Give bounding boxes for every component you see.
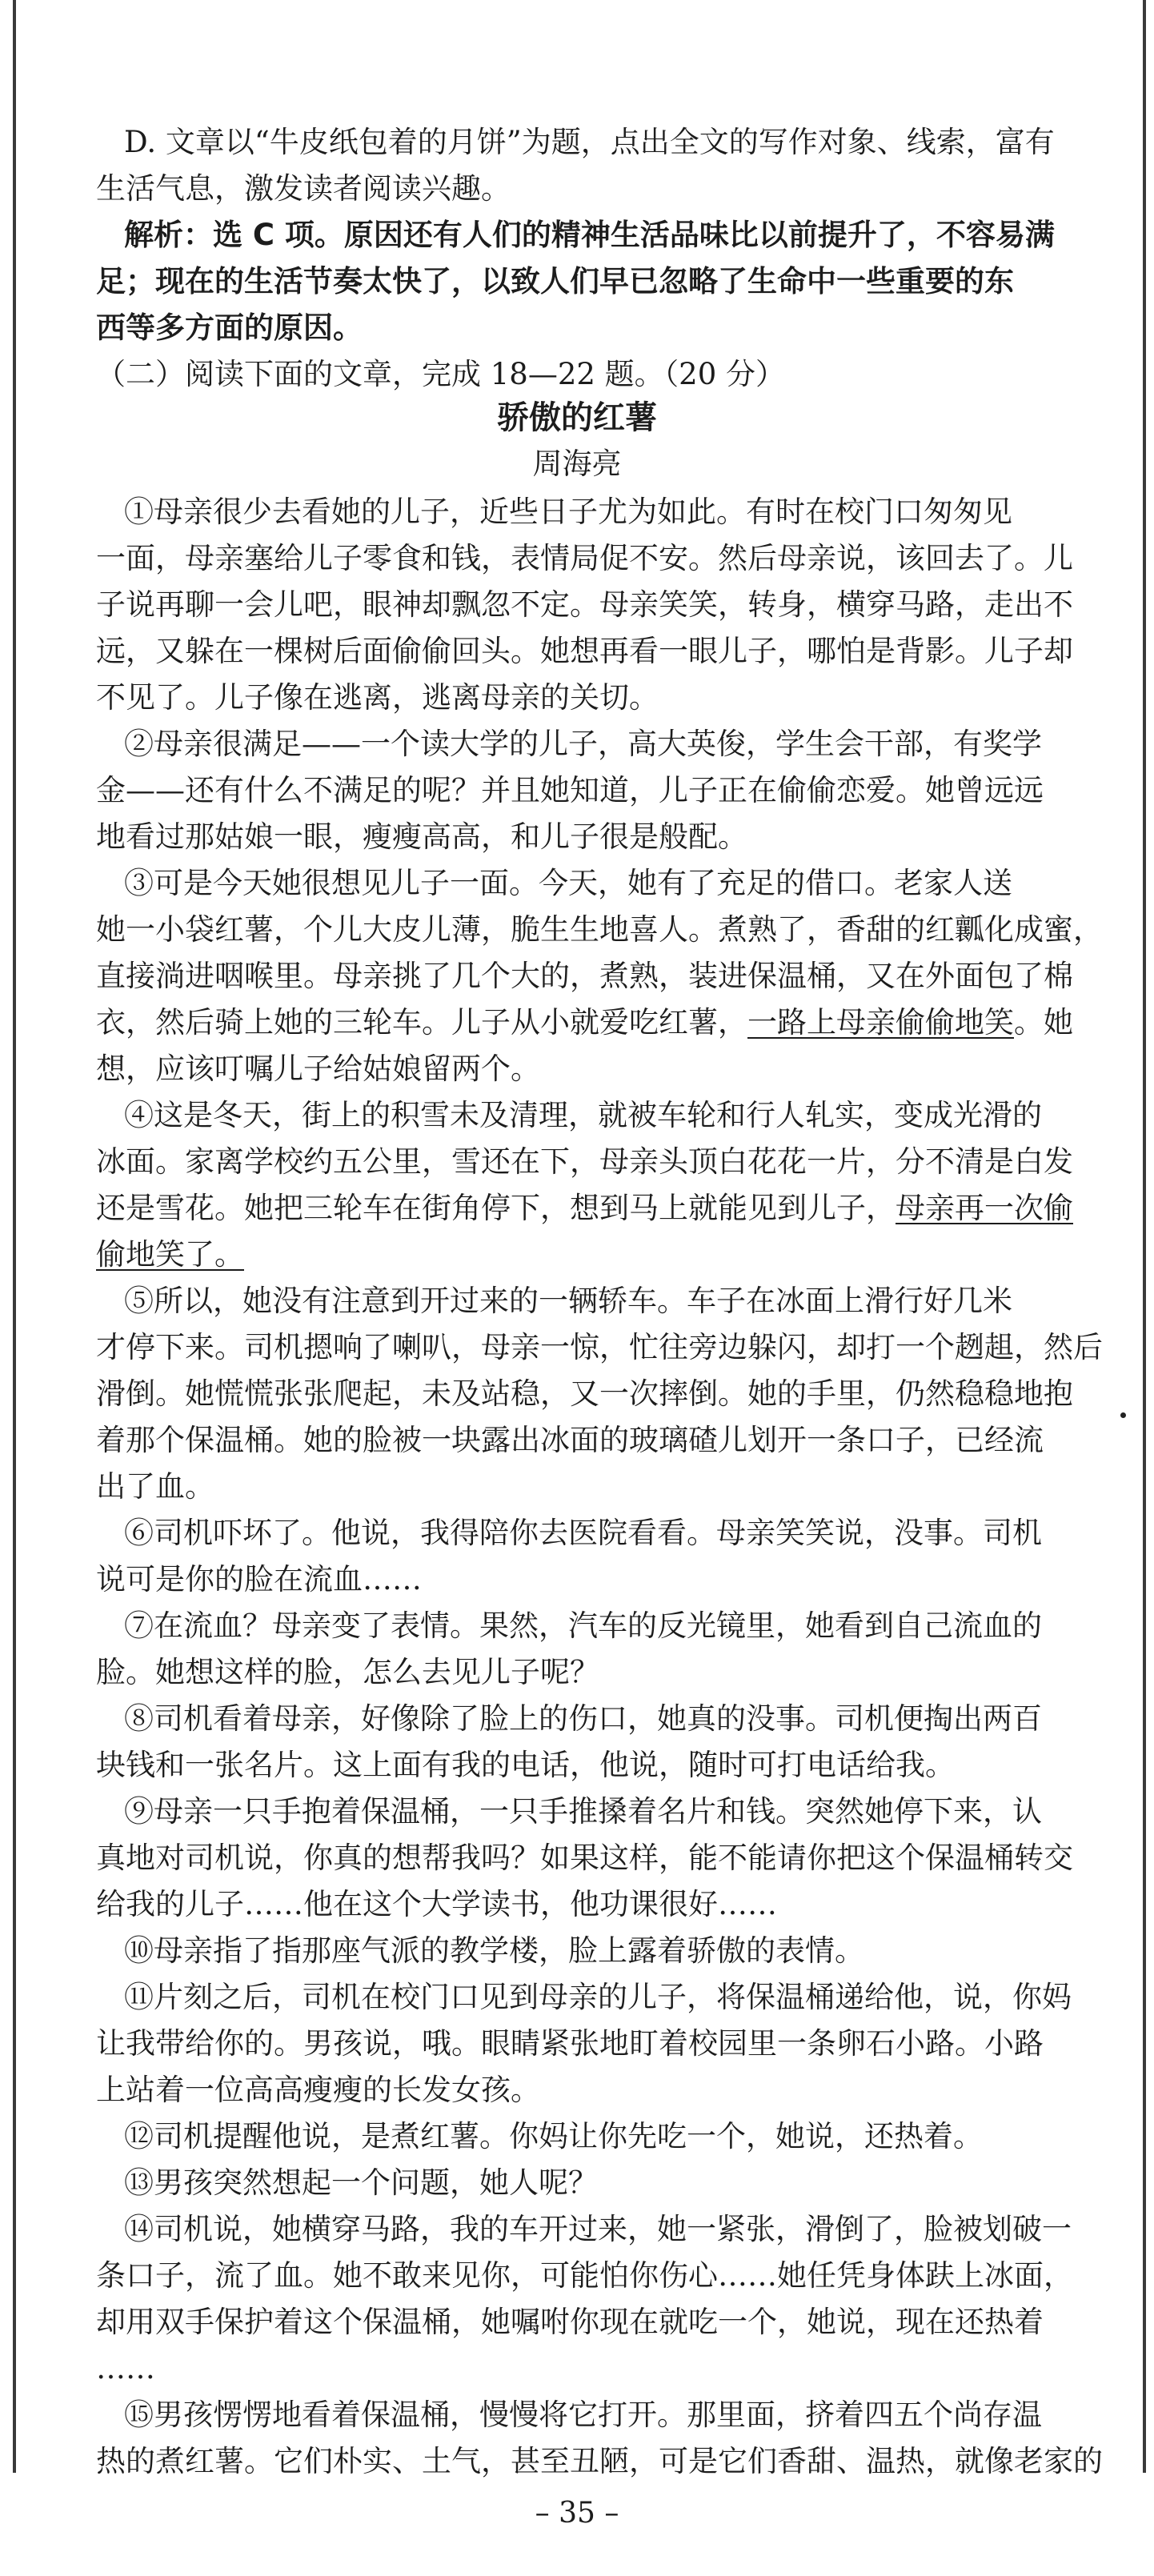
underlined-phrase: 偷地笑了。 [96,1237,244,1272]
paragraph-line: 条口子，流了血。她不敢来见你，可能怕你伤心……她任凭身体趺上冰面， [96,2258,1073,2293]
paragraph-line: 才停下来。司机摁响了喇叭，母亲一惊，忙往旁边躲闪，却打一个趔趄，然后 [96,1330,1103,1364]
analysis-line: 西等多方面的原因。 [96,310,363,345]
paragraph-line [96,1232,1106,1277]
paragraph-line: ⑮男孩愣愣地看着保温桶，慢慢将它打开。那里面，挤着四五个尚存温 [124,2398,1042,2432]
paragraph-line: 她一小袋红薯，个儿大皮儿薄，脆生生地喜人。煮熟了，香甜的红瓤化成蜜， [96,912,1103,947]
option-d-line: 生活气息，激发读者阅读兴趣。 [96,171,511,206]
paragraph-line: 给我的儿子……他在这个大学读书，他功课很好…… [96,1887,777,1921]
paragraph-line: 子说再聊一会儿吧，眼神却飘忽不定。母亲笑笑，转身，横穿马路，走出不 [96,587,1073,622]
paragraph-line: 说可是你的脸在流血…… [96,1562,422,1596]
paragraph-line: 不见了。儿子像在逃离，逃离母亲的关切。 [96,680,659,715]
paragraph-line: ②母亲很满足——一个读大学的儿子，高大英俊，学生会干部，有奖学 [124,727,1042,761]
paragraph-line: ⑥司机吓坏了。他说，我得陪你去医院看看。母亲笑笑说，没事。司机 [124,1516,1042,1550]
paragraph-line: ⑪片刻之后，司机在校门口见到母亲的儿子，将保温桶递给他，说，你妈 [124,1980,1072,2014]
paragraph-text: 。她 [1014,1005,1073,1040]
paragraph-line: 直接淌进咽喉里。母亲挑了几个大的，煮熟，装进保温桶，又在外面包了棉 [96,959,1073,993]
underlined-phrase: 母亲再一次偷 [896,1191,1073,1225]
paragraph-line: 脸。她想这样的脸，怎么去见儿子呢？ [96,1655,599,1689]
paragraph-line: 想，应该叮嘱儿子给姑娘留两个。 [96,1052,540,1086]
paragraph-line: ⑨母亲一只手抱着保温桶，一只手推搡着名片和钱。突然她停下来，认 [124,1794,1042,1829]
paragraph-line: 上站着一位高高瘦瘦的长发女孩。 [96,2073,540,2107]
paragraph-line: 滑倒。她慌慌张张爬起，未及站稳，又一次摔倒。她的手里，仍然稳稳地抱 [96,1376,1073,1411]
emphasis-dot [1120,1412,1126,1418]
paragraph-line: 地看过那姑娘一眼，瘦瘦高高，和儿子很是般配。 [96,819,747,854]
paragraph-line [96,1000,1106,1045]
paragraph-line: 真地对司机说，你真的想帮我吗？如果这样，能不能请你把这个保温桶转交 [96,1841,1073,1875]
paragraph-line: 冰面。家离学校约五公里，雪还在下，母亲头顶白花花一片，分不清是白发 [96,1144,1073,1179]
paragraph-line: 着那个保温桶。她的脸被一块露出冰面的玻璃碴儿划开一条口子，已经流 [96,1423,1044,1457]
paragraph-text: 还是雪花。她把三轮车在街角停下，想到马上就能见到儿子， [96,1191,896,1225]
paragraph-line: ⑤所以，她没有注意到开过来的一辆轿车。车子在冰面上滑行好几米 [124,1284,1012,1318]
paragraph-line: 热的煮红薯。它们朴实、土气，甚至丑陋，可是它们香甜、温热，就像老家的 [96,2444,1103,2478]
paragraph-line: ①母亲很少去看她的儿子，近些日子尤为如此。有时在校门口匆匆见 [124,495,1012,529]
paragraph-line: ⑬男孩突然想起一个问题，她人呢？ [124,2165,598,2200]
paragraph-line: ⑧司机看着母亲，好像除了脸上的伤口，她真的没事。司机便掏出两百 [124,1701,1042,1736]
page-number: – 35 – [535,2497,619,2530]
paragraph-line: 却用双手保护着这个保温桶，她嘱咐你现在就吃一个，她说，现在还热着 [96,2305,1044,2339]
article-author: 周海亮 [532,447,622,481]
underlined-phrase: 一路上母亲偷偷地笑 [747,1005,1014,1040]
paragraph-line: ⑭司机说，她横穿马路，我的车开过来，她一紧张，滑倒了，脸被划破一 [124,2212,1072,2246]
paragraph-line: ⑫司机提醒他说，是煮红薯。你妈让你先吃一个，她说，还热着。 [124,2119,983,2153]
paragraph-text: 衣，然后骑上她的三轮车。儿子从小就爱吃红薯， [96,1005,747,1040]
section-heading: （二）阅读下面的文章，完成 18—22 题。（20 分） [96,357,786,391]
analysis-line: 解析：选 C 项。原因还有人们的精神生活品味比以前提升了，不容易满 [124,218,1055,252]
paragraph-line: ③可是今天她很想见儿子一面。今天，她有了充足的借口。老家人送 [124,866,1012,900]
left-margin-rule [13,0,16,2473]
option-d-line: D. 文章以“牛皮纸包着的月饼”为题，点出全文的写作对象、线索，富有 [124,125,1055,159]
paragraph-line: ⑦在流血？母亲变了表情。果然，汽车的反光镜里，她看到自己流血的 [124,1608,1042,1643]
paragraph-line: ⑩母亲指了指那座气派的教学楼，脸上露着骄傲的表情。 [124,1933,864,1968]
article-title: 骄傲的红薯 [497,399,657,436]
paragraph-line: …… [96,2351,155,2386]
paragraph-line [96,1186,1106,1231]
right-margin-rule [1143,0,1146,2473]
paragraph-line: 块钱和一张名片。这上面有我的电话，他说，随时可打电话给我。 [96,1748,955,1782]
paragraph-line: ④这是冬天，街上的积雪未及清理，就被车轮和行人轧实，变成光滑的 [124,1098,1042,1132]
paragraph-line: 一面，母亲塞给儿子零食和钱，表情局促不安。然后母亲说，该回去了。儿 [96,541,1073,575]
paragraph-line: 让我带给你的。男孩说，哦。眼睛紧张地盯着校园里一条卵石小路。小路 [96,2026,1044,2061]
analysis-line: 足；现在的生活节奏太快了，以致人们早已忽略了生命中一些重要的东 [96,264,1014,298]
paragraph-line: 远，又躲在一棵树后面偷偷回头。她想再看一眼儿子，哪怕是背影。儿子却 [96,634,1073,668]
paragraph-line: 出了血。 [96,1469,214,1504]
paragraph-line: 金——还有什么不满足的呢？并且她知道，儿子正在偷偷恋爱。她曾远远 [96,773,1044,807]
